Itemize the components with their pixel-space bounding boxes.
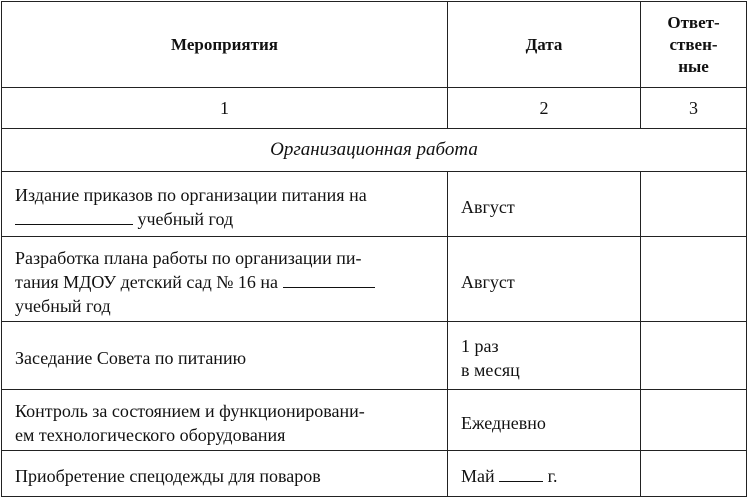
activity-cell bbox=[2, 390, 448, 451]
header-responsible-line: ствен- bbox=[669, 34, 718, 54]
date-cell: Ежедневно bbox=[448, 390, 641, 451]
responsible-cell bbox=[641, 237, 747, 322]
column-number: 2 bbox=[448, 88, 641, 129]
activity-cell bbox=[2, 451, 448, 497]
table-row bbox=[2, 322, 747, 390]
activity-text: Заседание Совета по питанию bbox=[15, 348, 247, 368]
column-number: 3 bbox=[641, 88, 747, 129]
fill-in-blank bbox=[283, 271, 375, 288]
fill-in-blank bbox=[15, 208, 133, 225]
activities-table bbox=[1, 1, 747, 497]
activity-cell bbox=[2, 322, 448, 390]
activity-text: ем технологического оборудования bbox=[15, 424, 286, 445]
header-responsible bbox=[641, 2, 747, 88]
date-cell bbox=[448, 322, 641, 390]
header-responsible-line: Ответ- bbox=[667, 12, 720, 32]
date-cell bbox=[448, 451, 641, 497]
section-title: Организационная работа bbox=[2, 129, 747, 172]
responsible-cell bbox=[641, 451, 747, 497]
activity-cell bbox=[2, 237, 448, 322]
responsible-cell bbox=[641, 172, 747, 237]
header-row bbox=[2, 2, 747, 88]
activity-text: Издание приказов по организации питания на bbox=[15, 184, 367, 205]
date-text: 1 раз bbox=[461, 336, 499, 356]
activity-text: Разработка плана работы по организации пи- bbox=[15, 247, 362, 268]
activity-text: тания МДОУ детский сад № 16 на bbox=[15, 271, 279, 292]
header-date: Дата bbox=[448, 2, 641, 88]
date-text: в месяц bbox=[461, 360, 520, 380]
table-row bbox=[2, 237, 747, 322]
activity-cell bbox=[2, 172, 448, 237]
date-cell: Август bbox=[448, 237, 641, 322]
table-row bbox=[2, 172, 747, 237]
header-responsible-line: ные bbox=[678, 56, 709, 76]
responsible-cell bbox=[641, 322, 747, 390]
responsible-cell bbox=[641, 390, 747, 451]
section-row bbox=[2, 129, 747, 172]
fill-in-blank bbox=[499, 465, 543, 482]
column-number: 1 bbox=[2, 88, 448, 129]
header-activities: Мероприятия bbox=[2, 2, 448, 88]
column-number-row bbox=[2, 88, 747, 129]
date-cell: Август bbox=[448, 172, 641, 237]
table-row bbox=[2, 390, 747, 451]
activity-text: Контроль за состоянием и функционировани- bbox=[15, 400, 365, 421]
date-text: Май bbox=[461, 466, 495, 486]
date-text: г. bbox=[547, 466, 558, 486]
activity-text: Приобретение спецодежды для поваров bbox=[15, 466, 321, 486]
activity-text: учебный год bbox=[15, 295, 111, 316]
table-row bbox=[2, 451, 747, 497]
activity-text: учебный год bbox=[137, 208, 234, 229]
